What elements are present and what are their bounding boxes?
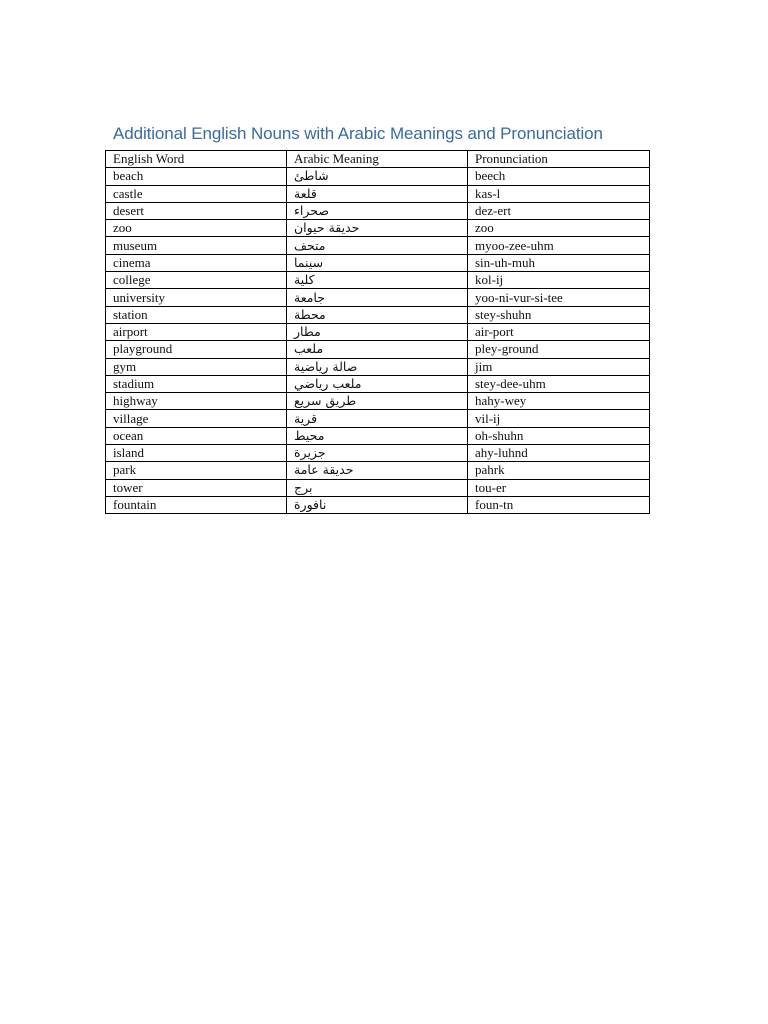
arabic-meaning-text: متحف xyxy=(294,237,326,253)
pronunciation-cell: stey-shuhn xyxy=(468,306,650,323)
arabic-meaning-cell xyxy=(287,410,468,427)
arabic-meaning-text: قرية xyxy=(294,410,318,426)
arabic-meaning-cell xyxy=(287,306,468,323)
arabic-meaning-cell xyxy=(287,220,468,237)
table-row xyxy=(106,462,650,479)
table-row xyxy=(106,410,650,427)
pronunciation-cell: kol-ij xyxy=(468,272,650,289)
arabic-meaning-cell xyxy=(287,358,468,375)
pronunciation-cell: vil-ij xyxy=(468,410,650,427)
pronunciation-cell: zoo xyxy=(468,220,650,237)
header-pronunciation: Pronunciation xyxy=(468,151,650,168)
table-row xyxy=(106,375,650,392)
pronunciation-cell: air-port xyxy=(468,323,650,340)
table-row xyxy=(106,445,650,462)
english-word-cell: museum xyxy=(106,237,287,254)
table-row xyxy=(106,237,650,254)
arabic-meaning-text: مطار xyxy=(294,324,321,340)
pronunciation-cell: pley-ground xyxy=(468,341,650,358)
arabic-meaning-cell xyxy=(287,427,468,444)
arabic-meaning-text: حديقة عامة xyxy=(294,462,354,478)
english-word-cell: university xyxy=(106,289,287,306)
pronunciation-cell: dez-ert xyxy=(468,202,650,219)
english-word-cell: ocean xyxy=(106,427,287,444)
arabic-meaning-text: محيط xyxy=(294,427,325,443)
pronunciation-cell: sin-uh-muh xyxy=(468,254,650,271)
table-row xyxy=(106,220,650,237)
english-word-cell: fountain xyxy=(106,496,287,513)
english-word-cell: playground xyxy=(106,341,287,358)
english-word-cell: station xyxy=(106,306,287,323)
table-row xyxy=(106,272,650,289)
arabic-meaning-cell xyxy=(287,237,468,254)
arabic-meaning-cell xyxy=(287,168,468,185)
table-row xyxy=(106,168,650,185)
arabic-meaning-cell xyxy=(287,462,468,479)
table-row xyxy=(106,358,650,375)
pronunciation-cell: kas-l xyxy=(468,185,650,202)
english-word-cell: cinema xyxy=(106,254,287,271)
pronunciation-cell: beech xyxy=(468,168,650,185)
table-header-row xyxy=(106,151,650,168)
table-row xyxy=(106,254,650,271)
arabic-meaning-cell xyxy=(287,202,468,219)
english-word-cell: castle xyxy=(106,185,287,202)
english-word-cell: tower xyxy=(106,479,287,496)
table-row xyxy=(106,341,650,358)
table-row xyxy=(106,496,650,513)
arabic-meaning-text: محطة xyxy=(294,306,326,322)
table-row xyxy=(106,289,650,306)
pronunciation-cell: yoo-ni-vur-si-tee xyxy=(468,289,650,306)
english-word-cell: zoo xyxy=(106,220,287,237)
arabic-meaning-text: كلية xyxy=(294,272,315,288)
pronunciation-cell: hahy-wey xyxy=(468,393,650,410)
arabic-meaning-cell xyxy=(287,185,468,202)
english-word-cell: highway xyxy=(106,393,287,410)
english-word-cell: gym xyxy=(106,358,287,375)
arabic-meaning-text: قلعة xyxy=(294,185,317,201)
table-row xyxy=(106,185,650,202)
english-word-cell: island xyxy=(106,445,287,462)
arabic-meaning-text: برج xyxy=(294,479,313,495)
document-title: Additional English Nouns with Arabic Meanings and Pronunciation xyxy=(113,124,603,143)
pronunciation-cell: tou-er xyxy=(468,479,650,496)
arabic-meaning-text: طريق سريع xyxy=(294,393,357,409)
table-row xyxy=(106,427,650,444)
arabic-meaning-cell xyxy=(287,375,468,392)
pronunciation-cell: foun-tn xyxy=(468,496,650,513)
arabic-meaning-cell xyxy=(287,272,468,289)
arabic-meaning-cell xyxy=(287,393,468,410)
english-word-cell: desert xyxy=(106,202,287,219)
english-word-cell: airport xyxy=(106,323,287,340)
arabic-meaning-cell xyxy=(287,445,468,462)
arabic-meaning-text: شاطئ xyxy=(294,168,329,184)
arabic-meaning-text: جزيرة xyxy=(294,445,326,461)
table-row xyxy=(106,479,650,496)
pronunciation-cell: ahy-luhnd xyxy=(468,445,650,462)
english-word-cell: park xyxy=(106,462,287,479)
pronunciation-cell: oh-shuhn xyxy=(468,427,650,444)
vocabulary-table xyxy=(105,150,650,514)
arabic-meaning-text: نافورة xyxy=(294,497,327,513)
arabic-meaning-cell xyxy=(287,479,468,496)
arabic-meaning-text: ملعب رياضي xyxy=(294,376,362,391)
arabic-meaning-cell xyxy=(287,289,468,306)
arabic-meaning-text: سينما xyxy=(294,254,324,270)
english-word-cell: stadium xyxy=(106,375,287,392)
pronunciation-cell: pahrk xyxy=(468,462,650,479)
arabic-meaning-text: صالة رياضية xyxy=(294,358,358,374)
table-row xyxy=(106,202,650,219)
header-english-word: English Word xyxy=(106,151,287,168)
arabic-meaning-text: جامعة xyxy=(294,289,325,305)
vocabulary-table-body xyxy=(106,151,650,514)
header-arabic-meaning: Arabic Meaning xyxy=(287,151,468,168)
arabic-meaning-text: ملعب xyxy=(294,341,324,357)
english-word-cell: college xyxy=(106,272,287,289)
arabic-meaning-cell xyxy=(287,496,468,513)
arabic-meaning-cell xyxy=(287,254,468,271)
arabic-meaning-cell xyxy=(287,323,468,340)
arabic-meaning-text: حديقة حيوان xyxy=(294,220,360,236)
table-row xyxy=(106,306,650,323)
english-word-cell: beach xyxy=(106,168,287,185)
table-row xyxy=(106,393,650,410)
pronunciation-cell: jim xyxy=(468,358,650,375)
table-row xyxy=(106,323,650,340)
pronunciation-cell: stey-dee-uhm xyxy=(468,375,650,392)
arabic-meaning-text: صحراء xyxy=(294,203,329,219)
english-word-cell: village xyxy=(106,410,287,427)
arabic-meaning-cell xyxy=(287,341,468,358)
pronunciation-cell: myoo-zee-uhm xyxy=(468,237,650,254)
